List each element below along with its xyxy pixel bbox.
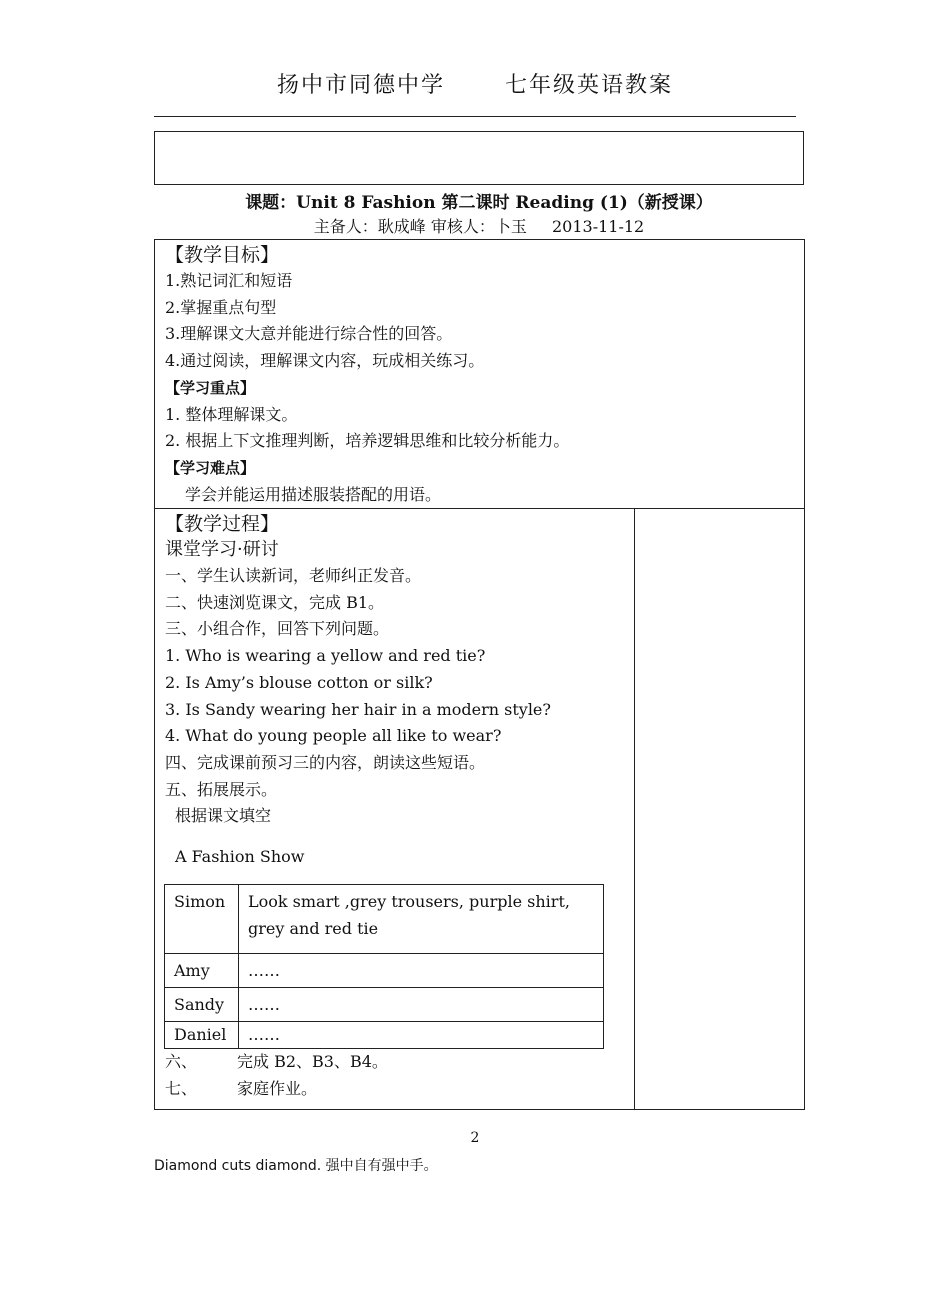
process-step: 一、学生认读新词，老师纠正发音。: [165, 566, 422, 585]
process-step: 三、小组合作，回答下列问题。: [165, 619, 390, 639]
final-step: [165, 1076, 388, 1103]
desc-line: grey and red tie: [248, 919, 379, 938]
page-number: 2: [470, 1130, 480, 1146]
final-step: [165, 1049, 388, 1076]
lesson-date: 2013-11-12: [551, 217, 645, 236]
difficulties-text: 学会并能运用描述服装搭配的用语。: [185, 484, 442, 504]
process-subheading: 课堂学习·研讨: [165, 539, 279, 560]
objectives-box: [154, 239, 805, 509]
school-name: 扬中市同德中学: [276, 73, 445, 98]
question-item: 3. Is Sandy wearing her hair in a modern style?: [165, 699, 551, 719]
table-row: [165, 988, 604, 1022]
footer-text: Diamond cuts diamond. 强中自有强中手。: [154, 1158, 438, 1174]
process-heading: 【教学过程】: [165, 513, 280, 535]
table-cell-name: Daniel: [165, 1022, 239, 1049]
preparer: 主备人：耿成峰: [313, 217, 426, 236]
process-step: 五、拓展展示。: [165, 779, 278, 799]
column-divider: [634, 509, 635, 1109]
table-cell-desc: ……: [239, 954, 604, 988]
question-item: 1. Who is wearing a yellow and red tie?: [165, 646, 486, 666]
key-point-item: 2. 根据上下文推理判断，培养逻辑思维和比较分析能力。: [165, 431, 570, 451]
table-row: [165, 885, 604, 954]
process-step: 四、完成课前预习三的内容，朗读这些短语。: [165, 752, 486, 772]
process-step: 二、快速浏览课文，完成 B1。: [165, 592, 385, 612]
lesson-title: 课题：Unit 8 Fashion 第二课时 Reading (1)（新授课）: [245, 193, 713, 213]
key-point-item: 1. 整体理解课文。: [165, 404, 298, 424]
step-text: 完成 B2、B3、B4。: [237, 1052, 388, 1071]
goal-item: 4.通过阅读，理解课文内容，玩成相关练习。: [165, 351, 485, 371]
process-box: [154, 508, 805, 1110]
lesson-meta: [154, 214, 804, 237]
process-content: [165, 511, 625, 871]
table-cell-name: Amy: [165, 954, 239, 988]
step-number: 六、: [165, 1052, 198, 1071]
goal-item: 2.掌握重点句型: [165, 297, 277, 317]
header-divider: [154, 116, 796, 117]
fashion-show-title: A Fashion Show: [175, 847, 305, 867]
step-number: 七、: [165, 1078, 198, 1098]
page-header: [0, 68, 950, 99]
blank-box: [154, 131, 804, 185]
question-item: 4. What do young people all like to wear?: [165, 726, 502, 746]
table-cell-desc: ……: [239, 1022, 604, 1049]
fashion-show-table: [164, 884, 604, 1049]
desc-line: Look smart ,grey trousers, purple shirt,: [248, 892, 570, 911]
table-row: [165, 954, 604, 988]
goals-heading: 【教学目标】: [165, 244, 280, 266]
reviewer: 审核人：卜玉: [430, 217, 527, 236]
goal-item: 1.熟记词汇和短语: [165, 271, 293, 290]
table-cell-desc: ……: [239, 988, 604, 1022]
fill-instruction: 根据课文填空: [175, 806, 272, 826]
table-cell-name: Sandy: [165, 988, 239, 1022]
goal-item: 3.理解课文大意并能进行综合性的回答。: [165, 324, 453, 344]
final-steps: [165, 1049, 388, 1102]
table-cell-desc: [239, 885, 604, 954]
table-cell-name: Simon: [165, 885, 239, 954]
step-text: 家庭作业。: [237, 1078, 318, 1098]
key-points-heading: 【学习重点】: [165, 378, 256, 397]
table-row: [165, 1022, 604, 1049]
difficulties-heading: 【学习难点】: [165, 458, 256, 477]
question-item: 2. Is Amy’s blouse cotton or silk?: [165, 672, 433, 692]
subject-name: 七年级英语教案: [505, 73, 674, 98]
